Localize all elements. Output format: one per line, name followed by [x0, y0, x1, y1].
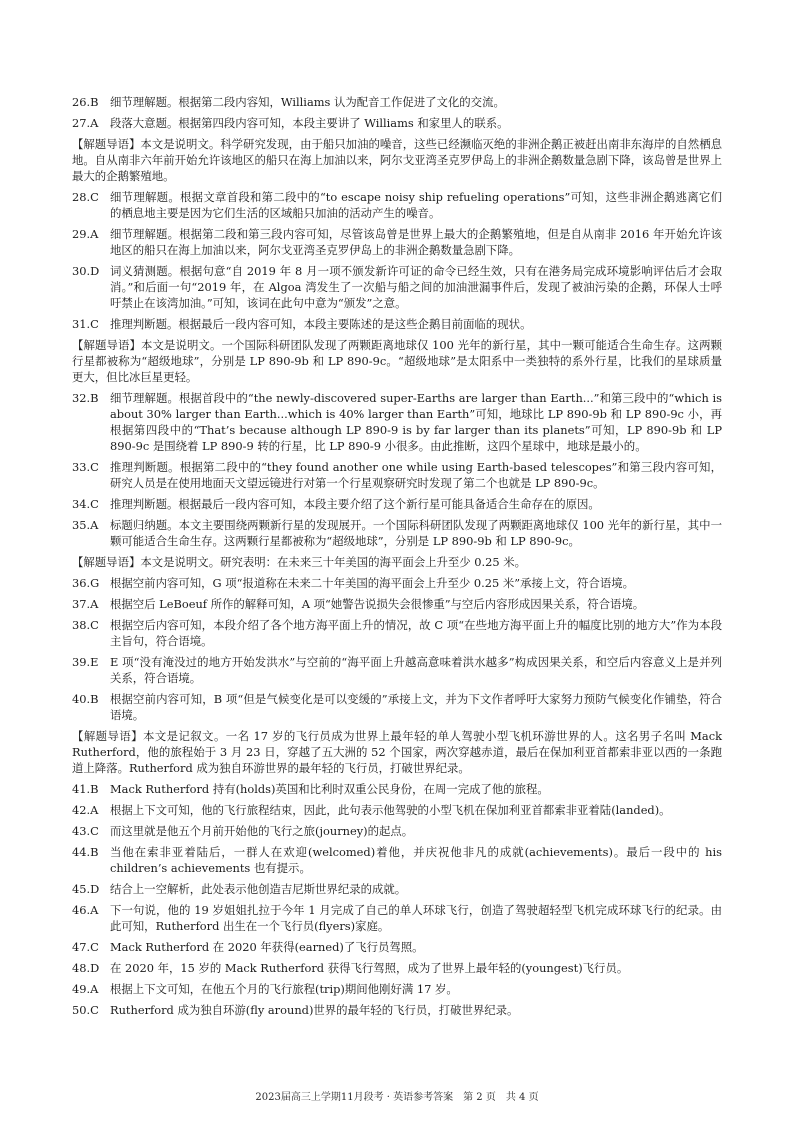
answer-item	[72, 617, 722, 649]
answer-item	[72, 1002, 722, 1018]
answer-text: 细节理解题。根据文章首段和第二段中的“to escape noisy ship refueling operations”可知，这些非洲企鹅逃离它们的栖息地主要是因为它们生活的区域船只加油的活动产生的噪音。	[110, 190, 722, 220]
answer-text: 根据上下文可知，在他五个月的飞行旅程(trip)期间他刚好满 17 岁。	[110, 982, 458, 996]
answer-item	[72, 459, 722, 491]
answer-item	[72, 189, 722, 221]
answer-number: 43.C	[72, 824, 99, 838]
answer-text: Mack Rutherford 在 2020 年获得(earned)了飞行员驾照。	[110, 940, 424, 954]
answer-number: 48.D	[72, 961, 100, 975]
answer-number: 38.C	[72, 618, 99, 632]
answer-key-page	[72, 94, 722, 1104]
answer-text: 在 2020 年，15 岁的 Mack Rutherford 获得飞行驾照，成为了世界上最年轻的(youngest)飞行员。	[110, 961, 629, 975]
answer-item	[72, 575, 722, 591]
answer-text: 细节理解题。根据第二段和第三段内容可知，尽管该岛曾是世界上最大的企鹅繁殖地，但是自从南非 2016 年开始允许该地区的船只在海上加油以来，阿尔戈亚湾圣克罗伊岛上的非洲企鹅数量急剧下降。	[110, 227, 722, 257]
answer-item	[72, 781, 722, 797]
answer-item	[72, 881, 722, 897]
answer-text: 词义猜测题。根据句意“自 2019 年 8 月一项不颁发新许可证的命令已经生效，只有在港务局完成环境影响评估后才会取消。”和后面一句“2019 年，在 Algoa 湾发生了一次船与船之间的加油泄漏事件后，发现了被油污染的企鹅，环保人士呼吁禁止在该湾加油。”可知，该词在此句中意为“颁发”之意。	[110, 264, 722, 310]
answer-number: 36.G	[72, 576, 100, 590]
answer-item	[72, 939, 722, 955]
answer-number: 39.E	[72, 655, 99, 669]
page-footer: 2023届高三上学期11月段考 · 英语参考答案 第 2 页 共 4 页	[255, 1092, 539, 1103]
answer-number: 33.C	[72, 460, 99, 474]
answer-number: 47.C	[72, 940, 99, 954]
answer-text: 段落大意题。根据第四段内容可知，本段主要讲了 Williams 和家里人的联系。	[110, 116, 509, 130]
answer-text: 细节理解题。根据第二段内容知，Williams 认为配音工作促进了文化的交流。	[110, 95, 505, 109]
answer-text: 当他在索非亚着陆后，一群人在欢迎(welcomed)着他，并庆祝他非凡的成就(achievements)。最后一段中的 his children’s achievements 也有提示。	[110, 845, 722, 875]
answer-text: 根据空后内容可知，本段介绍了各个地方海平面上升的情况，故 C 项“在些地方海平面上升的幅度比别的地方大”作为本段主旨句，符合语境。	[110, 618, 722, 648]
passage-intro-note: 【解题导语】本文是记叙文。一名 17 岁的飞行员成为世界上最年轻的单人驾驶小型飞机环游世界的人。这名男子名叫 Mack Rutherford，他的旅程始于 3 月 23 日，穿越了五大洲的 52 个国家，两次穿越赤道，最后在保加利亚首都索非亚以西的一条跑道上降落。Rutherford 成为独自环游世界的最年轻的飞行员，打破世界纪录。	[72, 729, 722, 775]
answer-text: 细节理解题。根据首段中的“the newly-discovered super-Earths are larger than Earth...”和第三段中的“which is about 30% larger than Earth...which is 40% larger than Earth”可知，地球比 LP 890-9b 和 LP 890-9c 小，再根据第四段中的“That’s because although LP 890-9 is by far larger than its planets”可知，LP 890-9b 和 LP 890-9c 是围绕着 LP 890-9 转的行星，比 LP 890-9 小很多。由此推断，这四个星球中，地球是最小的。	[110, 391, 722, 453]
answer-number: 44.B	[72, 845, 99, 859]
answer-item	[72, 654, 722, 686]
answer-text: Rutherford 成为独自环游(fly around)世界的最年轻的飞行员，打破世界纪录。	[110, 1003, 519, 1017]
answer-text: 根据空前内容可知，B 项“但是气候变化是可以变缓的”承接上文，并为下文作者呼吁大家努力预防气候变化作铺垫，符合语境。	[110, 692, 722, 722]
answer-text: 下一句说，他的 19 岁姐姐扎拉于今年 1 月完成了自己的单人环球飞行，创造了驾驶超轻型飞机完成环球飞行的纪录。由此可知，Rutherford 出生在一个飞行员(flyers)家庭。	[110, 903, 722, 933]
answer-item	[72, 115, 722, 131]
answer-number: 35.A	[72, 518, 99, 532]
answer-item	[72, 517, 722, 549]
answer-item	[72, 844, 722, 876]
answer-number: 46.A	[72, 903, 99, 917]
answer-number: 40.B	[72, 692, 99, 706]
answer-text: Mack Rutherford 持有(holds)英国和比利时双重公民身份，在周一完成了他的旅程。	[110, 782, 549, 796]
passage-intro-note: 【解题导语】本文是说明文。研究表明：在未来三十年美国的海平面会上升至少 0.25 米。	[72, 555, 527, 569]
answer-item	[72, 390, 722, 454]
answer-text: 根据空后 LeBoeuf 所作的解释可知，A 项“她警告说损失会很惨重”与空后内容形成因果关系，符合语境。	[110, 597, 645, 611]
answer-number: 31.C	[72, 317, 99, 331]
answer-number: 32.B	[72, 391, 99, 405]
answer-number: 29.A	[72, 227, 99, 241]
answer-text: 结合上一空解析，此处表示他创造吉尼斯世界纪录的成就。	[110, 882, 407, 896]
answer-number: 49.A	[72, 982, 99, 996]
answer-number: 26.B	[72, 95, 99, 109]
passage-intro-note: 【解题导语】本文是说明文。一个国际科研团队发现了两颗距离地球仅 100 光年的新行星，其中一颗可能适合生命生存。这两颗行星都被称为“超级地球”，分别是 LP 890-9b 和 LP 890-9c。“超级地球”是太阳系中一类独特的系外行星，比我们的星球质量更大，但比冰巨星更轻。	[72, 338, 722, 384]
answer-number: 45.D	[72, 882, 100, 896]
answer-text: 推理判断题。根据最后一段内容可知，本段主要陈述的是这些企鹅目前面临的现状。	[110, 317, 532, 331]
answer-number: 30.D	[72, 264, 100, 278]
answer-item	[72, 496, 722, 512]
answer-item	[72, 596, 722, 612]
answer-item	[72, 263, 722, 311]
answer-item	[72, 94, 722, 110]
answer-number: 41.B	[72, 782, 99, 796]
answer-item	[72, 823, 722, 839]
answer-number: 28.C	[72, 190, 99, 204]
answer-text: 根据上下文可知，他的飞行旅程结束，因此，此句表示他驾驶的小型飞机在保加利亚首都索非亚着陆(landed)。	[110, 803, 671, 817]
answer-item	[72, 691, 722, 723]
answer-text: E 项“没有淹没过的地方开始发洪水”与空前的“海平面上升越高意味着洪水越多”构成因果关系，和空后内容意义上是并列关系，符合语境。	[110, 655, 722, 685]
answer-text: 根据空前内容可知，G 项“报道称在未来二十年美国的海平面会上升至少 0.25 米”承接上文，符合语境。	[110, 576, 634, 590]
answer-text: 推理判断题。根据第二段中的“they found another one while using Earth-based telescopes”和第三段内容可知，研究人员是在使用地面天文望远镜进行对第一个行星观察研究时发现了第二个也就是 LP 890-9c。	[110, 460, 722, 490]
answer-text: 推理判断题。根据最后一段内容可知，本段主要介绍了这个新行星可能具备适合生命存在的原因。	[110, 497, 600, 511]
answer-item	[72, 226, 722, 258]
answer-item	[72, 316, 722, 332]
answer-item	[72, 902, 722, 934]
answer-number: 42.A	[72, 803, 99, 817]
answer-number: 34.C	[72, 497, 99, 511]
answer-item	[72, 960, 722, 976]
answer-number: 37.A	[72, 597, 99, 611]
answer-item	[72, 802, 722, 818]
answer-text: 标题归纳题。本文主要围绕两颗新行星的发现展开。一个国际科研团队发现了两颗距离地球仅 100 光年的新行星，其中一颗可能适合生命生存。这两颗行星都被称为“超级地球”，分别是 LP 890-9b 和 LP 890-9c。	[110, 518, 722, 548]
passage-intro-note: 【解题导语】本文是说明文。科学研究发现，由于船只加油的噪音，这些已经濒临灭绝的非洲企鹅正被赶出南非东海岸的自然栖息地。自从南非六年前开始允许该地区的船只在海上加油以来，阿尔戈亚湾圣克罗伊岛上的非洲企鹅数量急剧下降，该岛曾是世界上最大的企鹅繁殖地。	[72, 137, 722, 183]
answer-number: 50.C	[72, 1003, 99, 1017]
answer-text: 而这里就是他五个月前开始他的飞行之旅(journey)的起点。	[110, 824, 414, 838]
answer-number: 27.A	[72, 116, 99, 130]
answer-item	[72, 981, 722, 997]
